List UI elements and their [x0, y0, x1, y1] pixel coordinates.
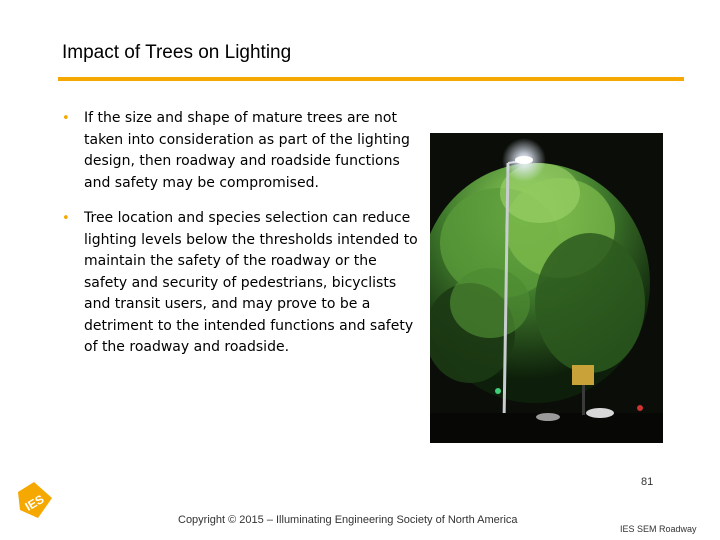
- logo-text: IES: [22, 491, 47, 514]
- bullet-text: Tree location and species selection can reduce lighting levels below the thresholds intended to maintain the safety of the roadway or the safety and security of pedestrians, bicyclists and transit users, and may prove to be a detriment to the intended functions and safety of the roadway and roadside.: [84, 210, 418, 355]
- footer-org-label: IES SEM Roadway: [620, 524, 697, 534]
- bullet-dot-icon: •: [62, 211, 70, 226]
- bullet-dot-icon: •: [62, 111, 70, 126]
- slide-title: Impact of Trees on Lighting: [62, 42, 292, 63]
- sign-post: [582, 385, 585, 415]
- business-sign: [572, 365, 594, 385]
- page-number: 81: [641, 476, 654, 488]
- bullet-text: If the size and shape of mature trees are not taken into consideration as part of the lighting design, then roadway and roadside functions and safety may be compromised.: [84, 110, 410, 191]
- title-divider: [58, 77, 684, 81]
- footer-copyright: Copyright © 2015 – Illuminating Engineering Society of North America: [178, 514, 518, 526]
- lamp-head-icon: [515, 156, 533, 164]
- bullet-item: [62, 208, 422, 359]
- street-light-photo: [430, 133, 663, 443]
- tree-canopy: [430, 163, 650, 403]
- car: [536, 413, 560, 421]
- ies-logo: [12, 480, 56, 520]
- tail-light: [637, 405, 643, 411]
- bullet-item: [62, 108, 422, 194]
- traffic-signal: [495, 388, 501, 394]
- car-headlight: [586, 408, 614, 418]
- bullet-list: [62, 108, 422, 373]
